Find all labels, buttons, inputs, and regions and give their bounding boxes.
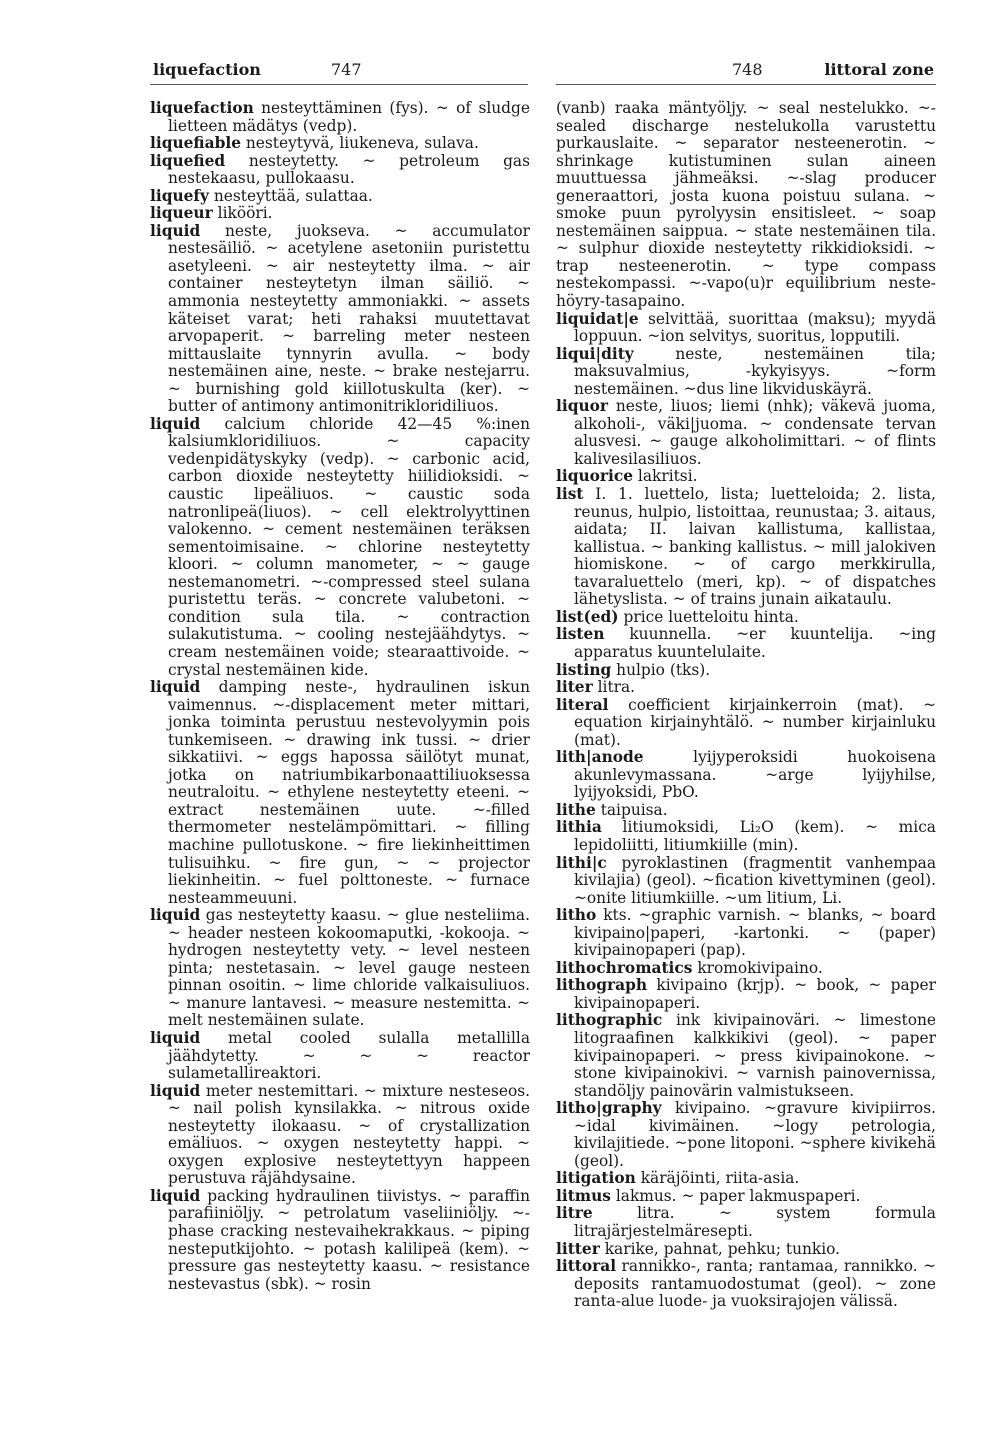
- entry-definition: nesteytyvä, liukeneva, sulava.: [241, 134, 479, 153]
- entry-headword: lithographic: [556, 1011, 663, 1030]
- dictionary-entry: [556, 1012, 936, 1100]
- dictionary-entry: [556, 1100, 936, 1170]
- entry-definition: rannikko-, ranta; rantamaa, rannikko. ~ deposits rantamuodostumat (geol). ~ zone ranta-alue luode- ja vuoksirajojen välissä.: [574, 1257, 936, 1311]
- page-number-right: 748: [732, 60, 763, 79]
- dictionary-entry: [150, 205, 530, 223]
- entry-definition: meter nestemittari. ~ mixture nesteseos. ~ nail polish kynsilakka. ~ nitrous oxide nesteytetty ilokaasu. ~ of crystallization emäliuos. ~ oxygen nesteytetty happi. ~ oxygen explosive nesteytettyyn happeen perustuva räjähdysaine.: [168, 1081, 530, 1188]
- dictionary-entry: [556, 468, 936, 486]
- entry-definition: selvittää, suorittaa (maksu); myydä loppuun. ~ion selvitys, suoritus, lopputili.: [574, 309, 936, 346]
- entry-definition: lakmus. ~ paper lakmuspaperi.: [610, 1186, 861, 1205]
- dictionary-entry: [556, 662, 936, 680]
- entry-headword: listing: [556, 660, 612, 679]
- entry-headword: litigation: [556, 1169, 636, 1188]
- entry-definition: kivipaino (krjp). ~ book, ~ paper kivipainopaperi.: [574, 976, 936, 1012]
- entry-definition: litra. ~ system formula litrajärjestelmäresepti.: [574, 1204, 936, 1240]
- dictionary-entry: [150, 188, 530, 206]
- dictionary-entry: [556, 977, 936, 1012]
- entry-headword: liquidat|e: [556, 309, 639, 328]
- entry-headword: lithe: [556, 800, 596, 819]
- entry-headword: list: [556, 485, 584, 504]
- dictionary-entry: [150, 135, 530, 153]
- dictionary-entry: [150, 1030, 530, 1083]
- dictionary-entry: [150, 100, 530, 135]
- entry-definition: likööri.: [212, 204, 273, 223]
- entry-definition: metal cooled sulalla metallilla jäähdytetty. ~ ~ ~ reactor sulametallireaktori.: [168, 1028, 530, 1083]
- dictionary-entry: [556, 679, 936, 697]
- entry-headword: liquefied: [150, 151, 226, 170]
- entry-headword: lithia: [556, 818, 602, 837]
- entry-definition: packing hydraulinen tiivistys. ~ paraffin parafiiniöljy. ~ petrolatum vaseliiniöljy. ~-phase cracking nestevaihekrakkaus. ~ piping nesteputkijohto. ~ potash kalilipeä (kem). ~ pressure gas nesteytetty kaasu. ~ resistance nestevastus (sbk). ~ rosin: [168, 1186, 530, 1293]
- dictionary-entry: [556, 1241, 936, 1259]
- entry-definition: coefficient kirjainkerroin (mat). ~ equation kirjainyhtälö. ~ number kirjainluku (mat).: [574, 695, 936, 749]
- entry-definition: lakritsi.: [633, 467, 698, 486]
- entry-headword: liquefy: [150, 186, 209, 205]
- entry-definition: kts. ~graphic varnish. ~ blanks, ~ board kivipaino|paperi, -kartonki. ~ (paper) kivipainopaperi (pap).: [574, 906, 936, 960]
- header-rule-right: [556, 84, 936, 85]
- guide-word-right: littoral zone: [824, 60, 934, 79]
- entry-headword: liquid: [150, 221, 201, 240]
- dictionary-entry: [556, 819, 936, 854]
- entry-definition: karike, pahnat, pehku; tunkio.: [599, 1239, 841, 1258]
- entry-headword: list(ed): [556, 607, 619, 626]
- entry-definition: taipuisa.: [595, 800, 668, 819]
- entry-headword: liquefaction: [150, 99, 254, 117]
- entry-headword: liquefiable: [150, 134, 241, 153]
- header-right: [556, 60, 934, 84]
- entry-definition: neste, nestemäinen tila; maksuvalmius, -kykyisyys. ~form nestemäinen. ~dus line likviduskäyrä.: [574, 344, 936, 398]
- dictionary-entry: [556, 1170, 936, 1188]
- entry-definition: I. 1. luettelo, lista; luetteloida; 2. lista, reunus, hulpio, listoittaa, reunustaa; 3. aitaus, aidata; II. laivan kallistuma, kallistaa, kallistua. ~ banking kallistus. ~ mill jalokiven hiomiskone. ~ of cargo merkkirulla, tavaraluettelo (meri, kp). ~ of dispatches lähetyslista. ~ of trains junain aikataulu.: [574, 485, 936, 609]
- dictionary-entry: [150, 907, 530, 1030]
- dictionary-entry: [556, 311, 936, 346]
- entry-headword: litter: [556, 1239, 600, 1258]
- entry-headword: litre: [556, 1204, 593, 1223]
- entry-headword: lithochromatics: [556, 958, 693, 977]
- header-rule-left: [150, 84, 528, 85]
- entry-definition: käräjöinti, riita-asia.: [635, 1169, 800, 1188]
- entry-headword: liqueur: [150, 204, 213, 223]
- header-left: [153, 60, 513, 84]
- dictionary-entry: [556, 960, 936, 978]
- entry-headword: lith|anode: [556, 748, 644, 767]
- entry-definition: litra.: [592, 678, 636, 697]
- dictionary-entry: [556, 697, 936, 750]
- entry-headword: liquor: [556, 397, 609, 416]
- entry-headword: liquid: [150, 1028, 201, 1047]
- dictionary-entry: [556, 609, 936, 627]
- entry-definition: gas nesteytetty kaasu. ~ glue nesteliima. ~ header nesteen kokoomaputki, -kokooja. ~ hydrogen nesteytetty vety. ~ level nesteen pinta; nestetasain. ~ level gauge nesteen pinnan osoitin. ~ lime chloride valkaisuliuos. ~ manure lantavesi. ~ measure nestemitta. ~ melt nestemäinen sulate.: [168, 906, 530, 1030]
- entry-definition: nesteyttää, sulattaa.: [209, 186, 373, 205]
- entry-definition: calcium chloride 42—45 %:inen kalsiumkloridiliuos. ~ capacity vedenpidätyskyky (vedp). ~ carbonic acid, carbon dioxide nesteytetty hiilidioksidi. ~ caustic lipeäliuos. ~ caustic soda natronlipeä(liuos). ~ cell elektrolyyttinen valokenno. ~ cement nestemäinen teräksen sementoimisaine. ~ chlorine nesteytetty kloori. ~ column manometer, ~ ~ gauge nestemanometri. ~-compressed steel sulana puristettu teräs. ~ concrete valubetoni. ~ condition sula tila. ~ contraction sulakutistuma. ~ cooling nestejäähdytys. ~ cream nestemäinen voide; stearaattivoide. ~ crystal nestemäinen kide.: [168, 414, 530, 679]
- entry-headword: lithi|c: [556, 853, 607, 872]
- dictionary-entry: [556, 855, 936, 908]
- dictionary-entry: [556, 1188, 936, 1206]
- entry-definition: pyroklastinen (fragmentit vanhempaa kivilajia) (geol). ~fication kivettyminen (geol). ~onite litiumkiille. ~um litium, Li.: [574, 853, 936, 907]
- dictionary-entry: [556, 802, 936, 820]
- dictionary-entry: [150, 1188, 530, 1293]
- entry-definition: neste, liuos; liemi (nhk); väkevä juoma, alkoholi-, väki|juoma. ~ condensate tervan alusvesi. ~ gauge alkoholimittari. ~ of flints kalivesilasiliuos.: [574, 397, 936, 468]
- entry-definition: price luetteloitu hinta.: [618, 607, 799, 626]
- entry-headword: liquid: [150, 678, 201, 697]
- entry-definition: kivipaino. ~gravure kivipiirros. ~idal kivimäinen. ~logy petrologia, kivilajitiede. ~pone litoponi. ~sphere kivikehä (geol).: [574, 1099, 936, 1170]
- entry-headword: liter: [556, 678, 593, 697]
- dictionary-entry: [556, 1258, 936, 1311]
- entry-headword: literal: [556, 695, 609, 714]
- entry-definition: nesteytetty. ~ petroleum gas nestekaasu, pullokaasu.: [168, 151, 530, 188]
- left-column: [150, 100, 530, 1293]
- entry-definition: neste, juokseva. ~ accumulator nestesäiliö. ~ acetylene asetoniin puristettu asetyleeni. ~ air nesteytetty ilma. ~ air container nesteytetyn ilman säiliö. ~ ammonia nesteytetty ammoniakki. ~ assets käteiset varat; heti rahaksi muutettavat arvopaperit. ~ barreling meter nesteen mittauslaite tynnyrin avulla. ~ body nestemäinen aine, neste. ~ brake nestejarru. ~ burnishing gold kiillotuskulta (ker). ~ butter of antimony antimonitrikloridiliuos.: [168, 221, 530, 416]
- dictionary-entry: [556, 626, 936, 661]
- dictionary-entry: [556, 907, 936, 960]
- dictionary-entry: [556, 100, 936, 311]
- dictionary-entry: [150, 416, 530, 679]
- entry-definition: nesteyttäminen (fys). ~ of sludge lietteen mädätys (vedp).: [168, 99, 530, 135]
- entry-definition: raaka mäntyöljy. ~ seal nestelukko. ~-sealed discharge nestelukolla varustettu purkauslaite. ~ separator nesteenerotin. ~ shrinkage kutistuminen sulan aineen muuttuessa jähmeäksi. ~-slag producer generaattori, josta kuona poistuu sulana. ~ smoke puun pyrolyysin ensitisleet. ~ soap nestemäinen saippua. ~ state nestemäinen tila. ~ sulphur dioxide nesteytetty rikkidioksidi. ~ trap nesteenerotin. ~ type compass nestekompassi. ~-vapo(u)r equilibrium neste-höyry-tasapaino.: [556, 99, 936, 311]
- entry-headword: litho: [556, 906, 597, 925]
- entry-definition: lyijyperoksidi huokoisena akunlevymassana. ~arge lyijyhilse, lyijyoksidi, PbO.: [574, 748, 936, 802]
- entry-headword: liquid: [150, 1081, 201, 1100]
- entry-headword: liquid: [150, 1186, 201, 1205]
- entry-text: (vanb): [556, 99, 606, 117]
- entry-headword: liquid: [150, 414, 201, 433]
- entry-definition: ink kivipainoväri. ~ limestone litograafinen kalkkikivi (geol). ~ paper kivipainopaperi. ~ press kivipainokone. ~ stone kivipainokivi. ~ varnish painovernissa, standöljy painovärin valmistukseen.: [574, 1011, 936, 1100]
- guide-word-left: liquefaction: [153, 60, 261, 79]
- dictionary-entry: [150, 223, 530, 416]
- entry-definition: kromokivipaino.: [692, 958, 823, 977]
- entry-headword: littoral: [556, 1257, 617, 1276]
- entry-definition: litiumoksidi, Li₂O (kem). ~ mica lepidoliitti, litiumkiille (min).: [574, 818, 936, 854]
- dictionary-entry: [556, 486, 936, 609]
- dictionary-entry: [150, 1083, 530, 1188]
- entry-definition: hulpio (tks).: [611, 660, 711, 679]
- dictionary-entry: [556, 749, 936, 802]
- entry-headword: liqui|dity: [556, 344, 634, 363]
- dictionary-entry: [150, 153, 530, 188]
- dictionary-entry: [556, 398, 936, 468]
- entry-headword: liquorice: [556, 467, 634, 486]
- entry-headword: lithograph: [556, 976, 648, 995]
- entry-headword: litho|graphy: [556, 1099, 662, 1118]
- dictionary-entry: [556, 1205, 936, 1240]
- dictionary-entry: [556, 346, 936, 399]
- right-column: [556, 100, 936, 1311]
- entry-definition: kuunnella. ~er kuuntelija. ~ing apparatus kuuntelulaite.: [574, 625, 936, 661]
- entry-headword: litmus: [556, 1186, 611, 1205]
- entry-definition: damping neste-, hydraulinen iskun vaimennus. ~-displacement meter mittari, jonka toiminta perustuu nestevolyymin pois tunkemiseen. ~ drawing ink tussi. ~ drier sikkatiivi. ~ eggs hapossa säilötyt munat, jotka on natriumbikarbonaattiliuoksessa neutraloitu. ~ ethylene nesteytetty eteeni. ~ extract nestemäinen uute. ~-filled thermometer nestelämpömittari. ~ filling machine pullotuskone. ~ fire liekinheittimen tulisuihku. ~ fire gun, ~ ~ projector liekinheitin. ~ fuel polttoneste. ~ furnace nesteammeuuni.: [168, 678, 530, 907]
- entry-headword: listen: [556, 625, 605, 644]
- page-number-left: 747: [331, 60, 362, 79]
- entry-headword: liquid: [150, 906, 201, 925]
- dictionary-entry: [150, 679, 530, 907]
